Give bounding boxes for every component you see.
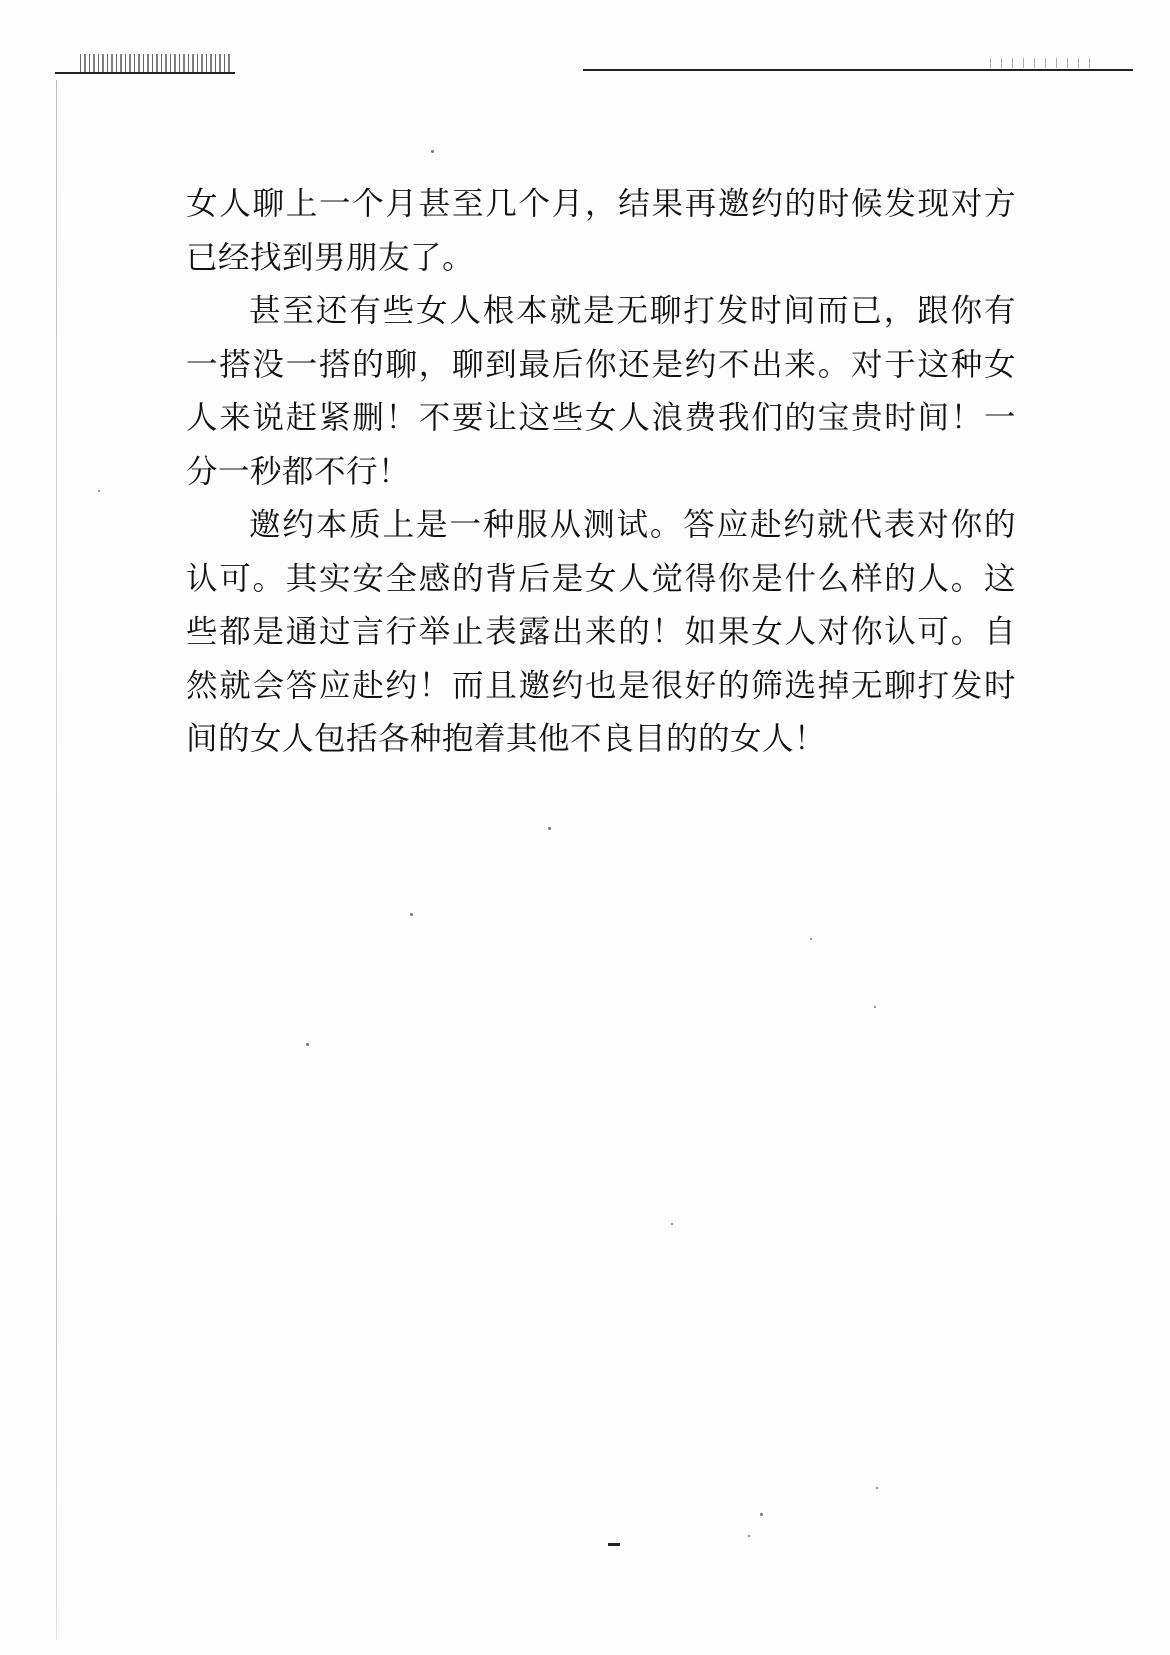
page-mark	[608, 1543, 620, 1546]
scan-speck	[98, 490, 100, 492]
header-scan-marks-left	[80, 54, 230, 72]
header-scan-marks-right	[990, 58, 1090, 68]
scan-speck	[760, 1513, 763, 1516]
paragraph-1: 女人聊上一个月甚至几个月，结果再邀约的时候发现对方已经找到男朋友了。	[186, 186, 1016, 276]
header-rule-left	[55, 72, 235, 74]
scan-speck	[874, 1006, 876, 1008]
scan-speck	[671, 1223, 673, 1225]
scan-speck	[410, 913, 413, 916]
scan-speck	[431, 150, 434, 153]
paragraph-2: 甚至还有些女人根本就是无聊打发时间而已，跟你有一搭没一搭的聊，聊到最后你还是约不出来。对于这种女人来说赶紧删！不要让这些女人浪费我们的宝贵时间！一分一秒都不行！	[186, 293, 1016, 490]
scan-speck	[810, 938, 812, 940]
scan-speck	[748, 1535, 750, 1537]
scan-speck	[306, 1043, 309, 1046]
body-text	[186, 178, 1016, 767]
scan-speck	[548, 827, 551, 830]
header-rule-right	[583, 69, 1133, 71]
paragraph-3: 邀约本质上是一种服从测试。答应赴约就代表对你的认可。其实安全感的背后是女人觉得你是什么样的人。这些都是通过言行举止表露出来的！如果女人对你认可。自然就会答应赴约！而且邀约也是很好的筛选掉无聊打发时间的女人包括各种抱着其他不良目的的女人！	[186, 507, 1016, 757]
scan-speck	[876, 1487, 878, 1489]
binding-shadow-line	[56, 80, 57, 1640]
